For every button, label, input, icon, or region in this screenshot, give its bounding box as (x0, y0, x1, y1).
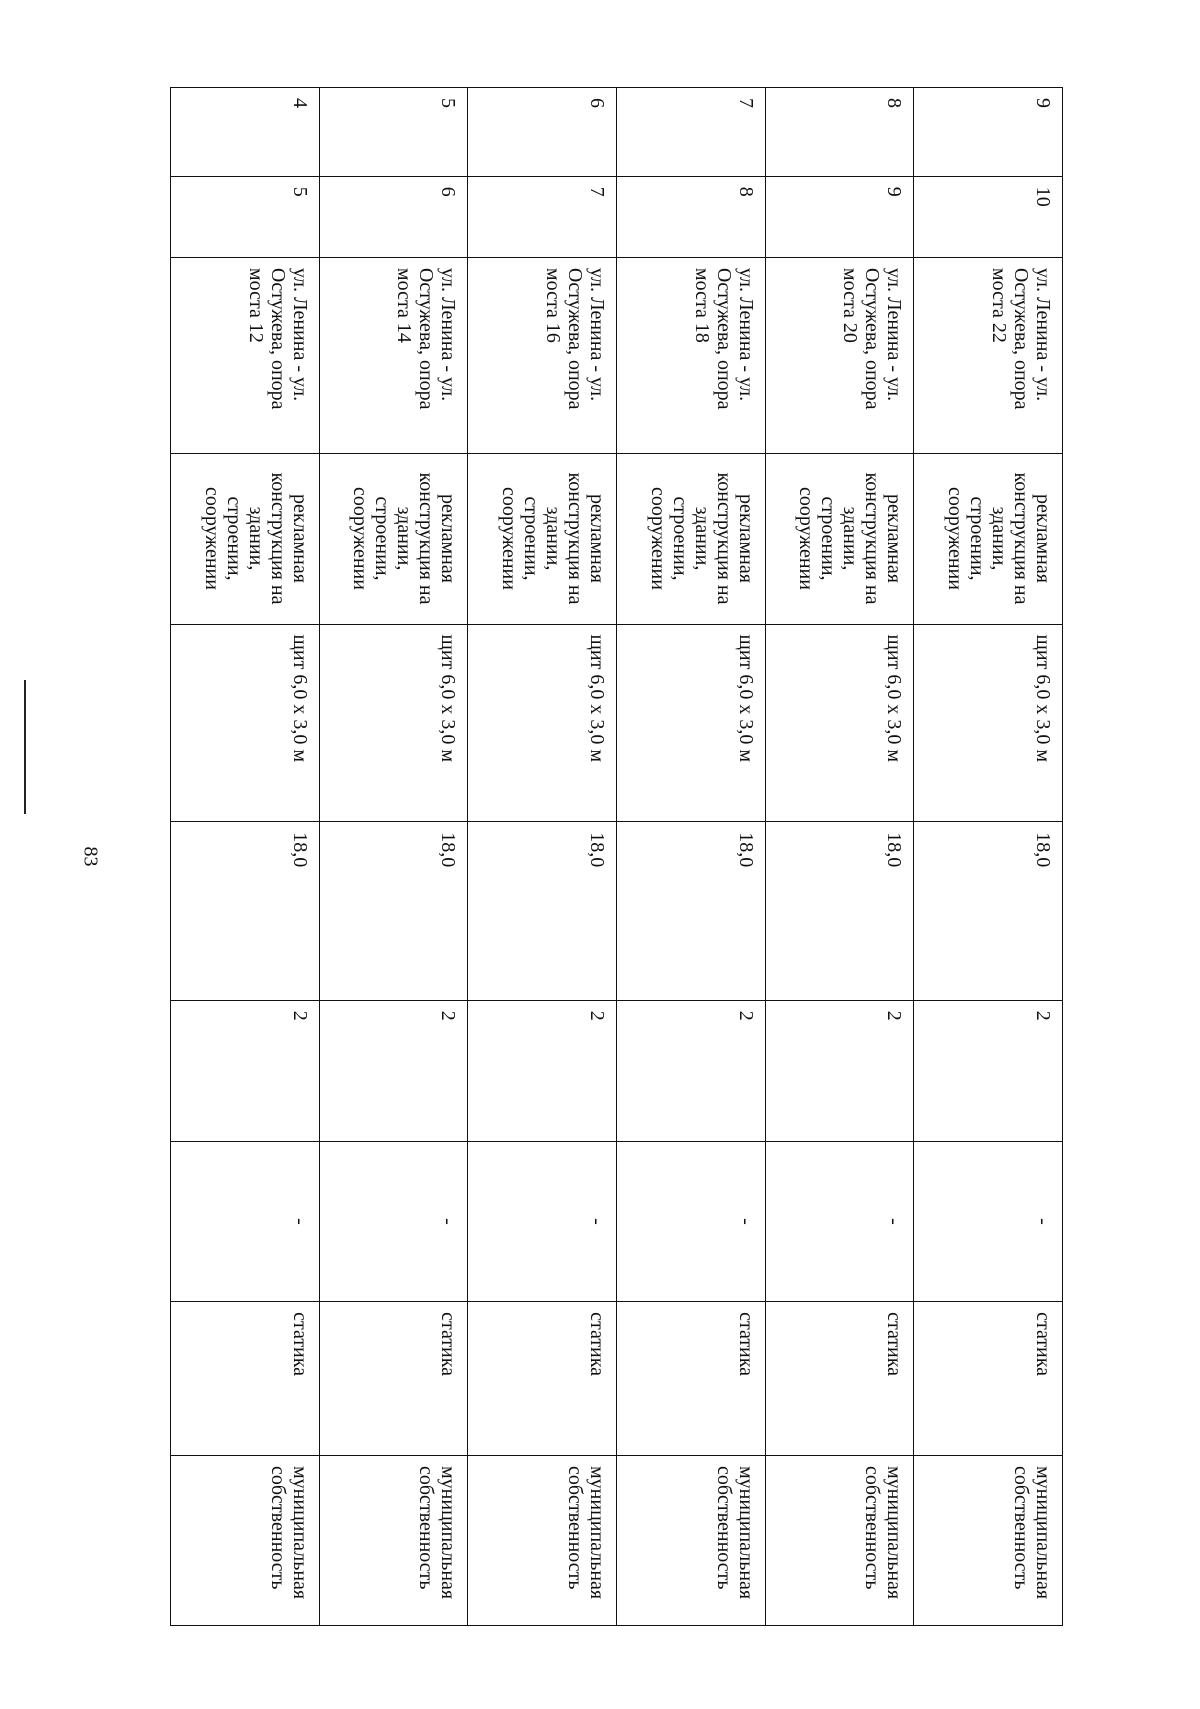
cell-ownership: муниципальная собственность (319, 1456, 468, 1626)
cell-area: 18,0 (765, 822, 914, 1000)
cell-format: щит 6,0 х 3,0 м (468, 624, 617, 822)
cell-area: 18,0 (319, 822, 468, 1000)
cell-dash: - (765, 1141, 914, 1301)
cell-area: 18,0 (617, 822, 766, 1000)
cell-format: щит 6,0 х 3,0 м (171, 624, 320, 822)
cell-ownership: муниципальная собственность (914, 1456, 1063, 1626)
cell-row-index: 7 (617, 88, 766, 177)
cell-row-index: 4 (171, 88, 320, 177)
cell-area: 18,0 (914, 822, 1063, 1000)
cell-number: 7 (468, 176, 617, 257)
cell-structure-type: рекламная конструкция на здании, строении, сооружении (468, 453, 617, 624)
cell-structure-type: рекламная конструкция на здании, строении, сооружении (171, 453, 320, 624)
cell-kind: статика (914, 1302, 1063, 1456)
cell-kind: статика (765, 1302, 914, 1456)
cell-number: 8 (617, 176, 766, 257)
cell-sides: 2 (319, 1000, 468, 1141)
cell-ownership: муниципальная собственность (171, 1456, 320, 1626)
cell-structure-type: рекламная конструкция на здании, строении, сооружении (319, 453, 468, 624)
cell-structure-type: рекламная конструкция на здании, строении, сооружении (765, 453, 914, 624)
margin-rule (24, 680, 26, 814)
cell-dash: - (617, 1141, 766, 1301)
cell-structure-type: рекламная конструкция на здании, строении, сооружении (617, 453, 766, 624)
cell-dash: - (319, 1141, 468, 1301)
cell-format: щит 6,0 х 3,0 м (914, 624, 1063, 822)
table-row (914, 88, 1063, 1626)
cell-structure-type: рекламная конструкция на здании, строении, сооружении (914, 453, 1063, 624)
cell-address: ул. Ленина - ул. Остужева, опора моста 18 (617, 257, 766, 453)
cell-address: ул. Ленина - ул. Остужева, опора моста 14 (319, 257, 468, 453)
table-row (765, 88, 914, 1626)
cell-kind: статика (617, 1302, 766, 1456)
cell-dash: - (468, 1141, 617, 1301)
table-row (171, 88, 320, 1626)
table-row (319, 88, 468, 1626)
cell-address: ул. Ленина - ул. Остужева, опора моста 20 (765, 257, 914, 453)
rotated-table-inner (170, 87, 1063, 1626)
cell-sides: 2 (765, 1000, 914, 1141)
table-row (617, 88, 766, 1626)
rotated-table-wrapper (170, 87, 1063, 1626)
cell-sides: 2 (617, 1000, 766, 1141)
cell-ownership: муниципальная собственность (765, 1456, 914, 1626)
cell-address: ул. Ленина - ул. Остужева, опора моста 22 (914, 257, 1063, 453)
cell-kind: статика (468, 1302, 617, 1456)
cell-ownership: муниципальная собственность (468, 1456, 617, 1626)
cell-ownership: муниципальная собственность (617, 1456, 766, 1626)
cell-dash: - (171, 1141, 320, 1301)
cell-sides: 2 (468, 1000, 617, 1141)
cell-dash: - (914, 1141, 1063, 1301)
cell-number: 5 (171, 176, 320, 257)
cell-address: ул. Ленина - ул. Остужева, опора моста 16 (468, 257, 617, 453)
cell-kind: статика (319, 1302, 468, 1456)
cell-row-index: 5 (319, 88, 468, 177)
cell-format: щит 6,0 х 3,0 м (319, 624, 468, 822)
cell-area: 18,0 (468, 822, 617, 1000)
cell-address: ул. Ленина - ул. Остужева, опора моста 12 (171, 257, 320, 453)
advertising-structures-table (170, 87, 1063, 1626)
cell-sides: 2 (171, 1000, 320, 1141)
cell-row-index: 8 (765, 88, 914, 177)
cell-number: 10 (914, 176, 1063, 257)
cell-sides: 2 (914, 1000, 1063, 1141)
cell-kind: статика (171, 1302, 320, 1456)
cell-format: щит 6,0 х 3,0 м (617, 624, 766, 822)
cell-format: щит 6,0 х 3,0 м (765, 624, 914, 822)
cell-number: 9 (765, 176, 914, 257)
cell-area: 18,0 (171, 822, 320, 1000)
cell-row-index: 9 (914, 88, 1063, 177)
cell-row-index: 6 (468, 88, 617, 177)
table-row (468, 88, 617, 1626)
page-number: 83 (79, 846, 102, 867)
cell-number: 6 (319, 176, 468, 257)
